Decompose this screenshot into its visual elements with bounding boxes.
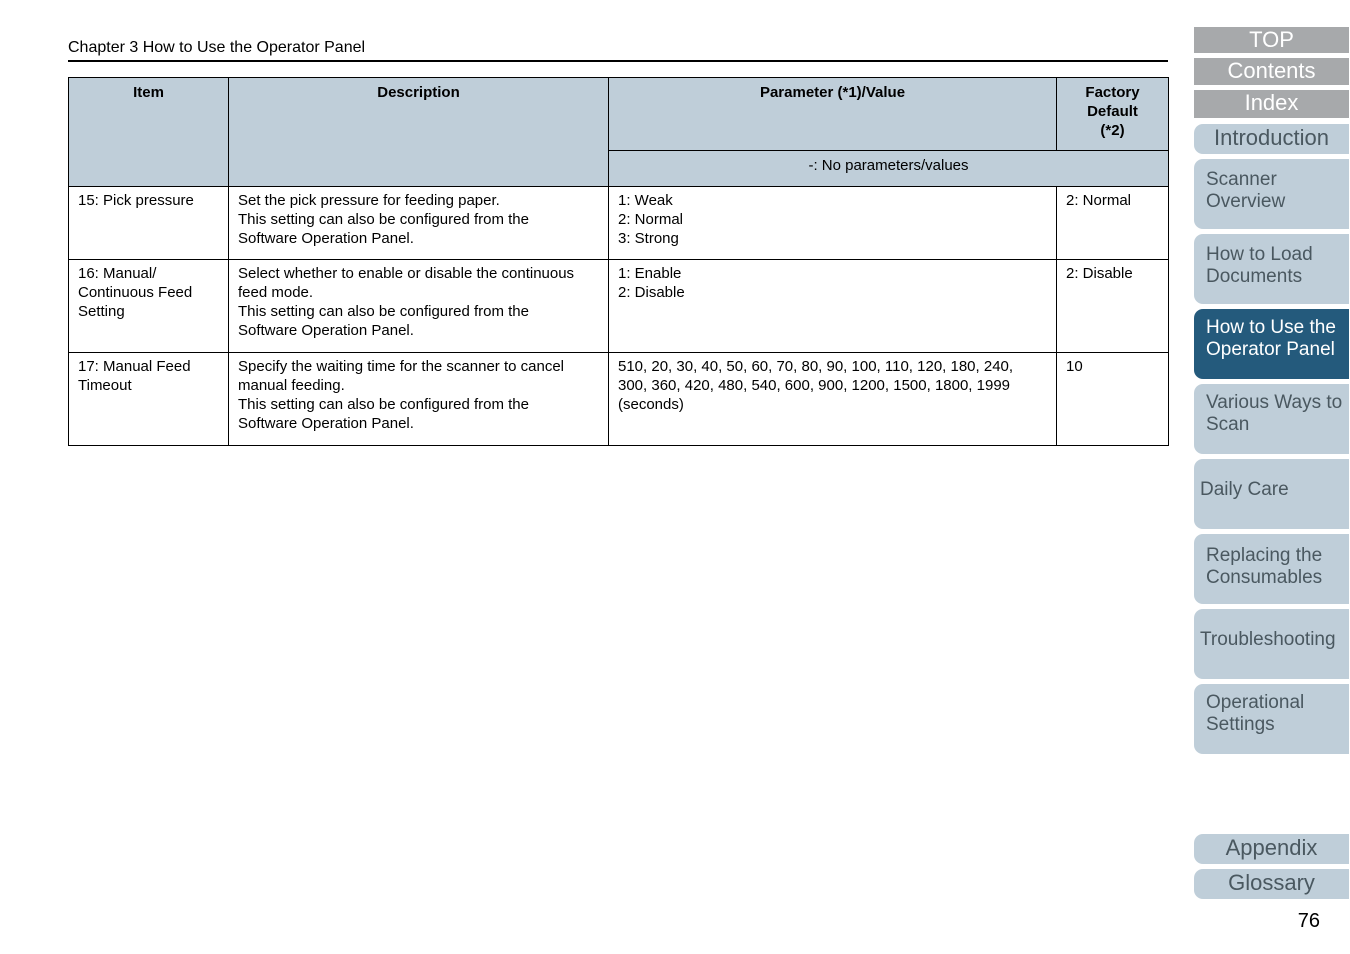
cell-item: 17: Manual Feed Timeout — [69, 353, 229, 446]
tab-daily-care[interactable]: Daily Care — [1194, 459, 1349, 529]
header-rule — [68, 60, 1168, 62]
cell-description: Select whether to enable or disable the continuous feed mode. This setting can also be configured from the Software Operation Panel. — [229, 260, 609, 353]
page-number: 76 — [1297, 910, 1320, 932]
column-header-item: Item — [69, 78, 229, 187]
tab-introduction[interactable]: Introduction — [1194, 124, 1349, 154]
tab-various-ways-to-scan[interactable]: Various Ways to Scan — [1194, 384, 1349, 454]
table-row — [69, 187, 1169, 260]
cell-parameter: 510, 20, 30, 40, 50, 60, 70, 80, 90, 100, 110, 120, 180, 240, 300, 360, 420, 480, 540, 600, 900, 1200, 1500, 1800, 1999 (seconds) — [609, 353, 1057, 446]
column-header-factory-default: Factory Default (*2) — [1057, 78, 1169, 151]
cell-description: Specify the waiting time for the scanner to cancel manual feeding. This setting can also be configured from the Software Operation Panel. — [229, 353, 609, 446]
cell-default: 2: Disable — [1057, 260, 1169, 353]
nav-top-button[interactable]: TOP — [1194, 27, 1349, 53]
tab-how-to-load-documents[interactable]: How to Load Documents — [1194, 234, 1349, 304]
table-row — [69, 260, 1169, 353]
tab-replacing-consumables[interactable]: Replacing the Consumables — [1194, 534, 1349, 604]
tab-operational-settings[interactable]: Operational Settings — [1194, 684, 1349, 754]
cell-item: 16: Manual/ Continuous Feed Setting — [69, 260, 229, 353]
column-header-description: Description — [229, 78, 609, 187]
cell-default: 10 — [1057, 353, 1169, 446]
cell-parameter: 1: Enable 2: Disable — [609, 260, 1057, 353]
chapter-title: Chapter 3 How to Use the Operator Panel — [68, 39, 366, 56]
tab-troubleshooting[interactable]: Troubleshooting — [1194, 609, 1349, 679]
tab-glossary[interactable]: Glossary — [1194, 869, 1349, 899]
tab-appendix[interactable]: Appendix — [1194, 834, 1349, 864]
cell-item: 15: Pick pressure — [69, 187, 229, 260]
operator-panel-settings-table — [68, 77, 1169, 446]
cell-parameter: 1: Weak 2: Normal 3: Strong — [609, 187, 1057, 260]
no-parameters-note: -: No parameters/values — [609, 151, 1169, 187]
tab-how-to-use-operator-panel[interactable]: How to Use the Operator Panel — [1194, 309, 1349, 379]
nav-index-button[interactable]: Index — [1194, 90, 1349, 118]
nav-contents-button[interactable]: Contents — [1194, 58, 1349, 85]
column-header-parameter: Parameter (*1)/Value — [609, 78, 1057, 151]
table-row — [69, 353, 1169, 446]
cell-default: 2: Normal — [1057, 187, 1169, 260]
cell-description: Set the pick pressure for feeding paper. This setting can also be configured from the Software Operation Panel. — [229, 187, 609, 260]
tab-scanner-overview[interactable]: Scanner Overview — [1194, 159, 1349, 229]
